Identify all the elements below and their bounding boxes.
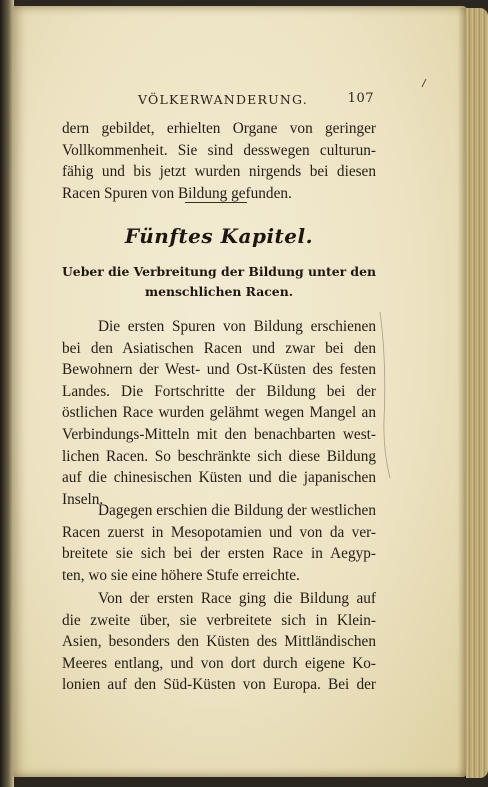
text-line: Racen zuerst in Mesopotamien und von da ver- — [62, 523, 376, 541]
text-line: östlichen Race wurden gelähmt wegen Mangel an — [62, 404, 376, 422]
running-head-title: VÖLKERWANDERUNG. — [138, 92, 308, 107]
text-line: ten, wo sie eine höhere Stufe erreichte. — [62, 566, 300, 584]
chapter-title: Fünftes Kapitel. — [124, 224, 314, 248]
text-line: lonien auf den Süd-Küsten von Europa. Bei der — [62, 676, 376, 694]
page-stack-edge — [466, 8, 488, 778]
text-line: fähig und bis jetzt wurden nirgends bei diesen — [62, 163, 376, 181]
subtitle-line: menschlichen Racen. — [144, 284, 294, 299]
subtitle-line: Ueber die Verbreitung der Bildung unter den — [62, 264, 376, 279]
text-line: bei den Asiatischen Racen und zwar bei den — [62, 339, 376, 357]
paragraph-3 — [62, 588, 376, 696]
text-line: die zweite über, sie verbreitete sich in Klein- — [62, 611, 376, 629]
text-line: Vollkommenheit. Sie sind desswegen culturun- — [62, 141, 376, 159]
text-line: lichen Racen. So beschränkte sich diese Bildung — [62, 447, 376, 465]
text-line: Bewohnern der West- und Ost-Küsten des festen — [62, 361, 376, 379]
margin-pencil-line — [376, 310, 396, 480]
text-line: dern gebildet, erhielten Organe von geringer — [62, 120, 376, 137]
text-line: Asien, besonders den Küsten des Mittländischen — [62, 633, 376, 651]
text-line: Von der ersten Race ging die Bildung auf — [98, 590, 376, 607]
running-header — [138, 92, 374, 110]
text-line: breitete sie sich bei der ersten Race in Aegyp- — [62, 545, 376, 563]
chapter-subtitle — [62, 262, 376, 302]
page-number: 107 — [347, 91, 374, 106]
text-line: Dagegen erschien die Bildung der westlichen — [98, 502, 376, 519]
text-line: Meeres entlang, und von dort durch eigene Ko- — [62, 654, 376, 672]
text-line: Die ersten Spuren von Bildung erschienen — [98, 318, 376, 335]
text-line: Inseln. — [62, 490, 104, 508]
text-line: auf die chinesischen Küsten und die japanischen — [62, 469, 376, 487]
text-line: Landes. Die Fortschritte der Bildung bei der — [62, 382, 376, 400]
margin-pencil-tick — [420, 78, 428, 88]
paragraph-1 — [62, 316, 376, 510]
continued-paragraph — [62, 118, 376, 204]
text-line: Racen Spuren von Bildung gefunden. — [62, 184, 292, 202]
section-divider-rule — [185, 202, 247, 203]
text-line: Verbindungs-Mitteln mit den benachbarten west- — [62, 425, 376, 443]
paragraph-2 — [62, 500, 376, 586]
